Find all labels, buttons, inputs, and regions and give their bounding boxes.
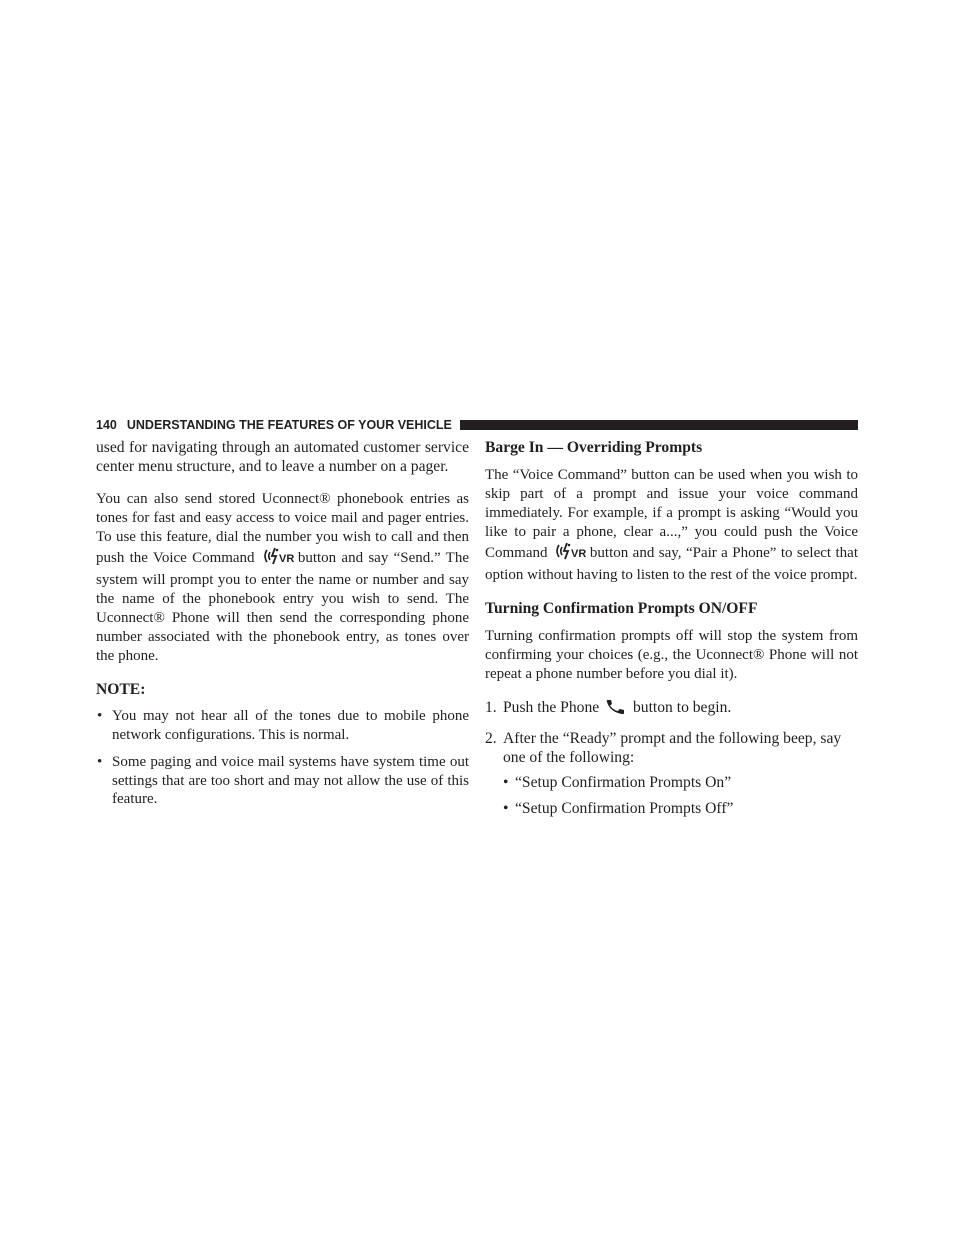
page-number: 140: [96, 418, 117, 432]
step-item: 1. Push the Phone button to begin.: [485, 698, 858, 720]
heading-barge-in: Barge In — Overriding Prompts: [485, 439, 703, 456]
step-list: [485, 698, 858, 818]
note-label: NOTE:: [96, 681, 146, 699]
left-column: [96, 438, 469, 818]
list-item: • You may not hear all of the tones due to mobile phone network configurations. This is normal.: [97, 708, 469, 743]
heading-confirmation-prompts: Turning Confirmation Prompts ON/OFF: [485, 600, 758, 617]
voice-command-icon: [262, 547, 296, 571]
right-column: [485, 438, 858, 827]
section-title: UNDERSTANDING THE FEATURES OF YOUR VEHICLE: [126, 418, 452, 432]
paragraph-barge-in: The “Voice Command” button can be used when you wish to skip part of a prompt and issue your voice command immediately. For example, if a prompt is asking “Would you like to pair a phone, clear a...,” you could push the Voice Command VR button and say, “Pair a Phone” to select that option without having to listen to the rest of the voice prompt.: [485, 467, 858, 583]
list-item: • Some paging and voice mail systems have system time out settings that are too short and may not allow the use of this feature.: [97, 754, 469, 808]
paragraph-send-tones: You can also send stored Uconnect® phonebook entries as tones for fast and easy access to voice mail and pager entries. To use this feature, dial the number you wish to call and then push the Voice Command VR button and say “Send.” The system will prompt you to enter the name or number and say the name of the phonebook entry you wish to send. The Uconnect® Phone will then send the corresponding phone number associated with the phonebook entry, as tones over the phone.: [96, 491, 469, 665]
paragraph-confirmation: Turning confirmation prompts off will stop the system from confirming your choices (e.g., the Uconnect® Phone will not repeat a phone number before you dial it).: [485, 628, 858, 682]
page-header: [96, 416, 858, 434]
paragraph: used for navigating through an automated customer service center menu structure, and to leave a number on a pager.: [96, 439, 469, 476]
svg-text:VR: VR: [570, 548, 587, 560]
note-list: [96, 707, 469, 809]
step-item: 2. After the “Ready” prompt and the following beep, say one of the following: • “Setup Confirmation Prompts On” • “Setup Confirmation Prompts Off”: [485, 729, 858, 818]
phone-icon: [605, 699, 627, 720]
svg-text:VR: VR: [278, 553, 295, 566]
option-list: [503, 773, 858, 818]
list-item: • “Setup Confirmation Prompts On”: [503, 774, 732, 791]
voice-command-icon: [554, 542, 588, 566]
list-item: • “Setup Confirmation Prompts Off”: [503, 800, 734, 817]
header-rule: [460, 420, 858, 430]
